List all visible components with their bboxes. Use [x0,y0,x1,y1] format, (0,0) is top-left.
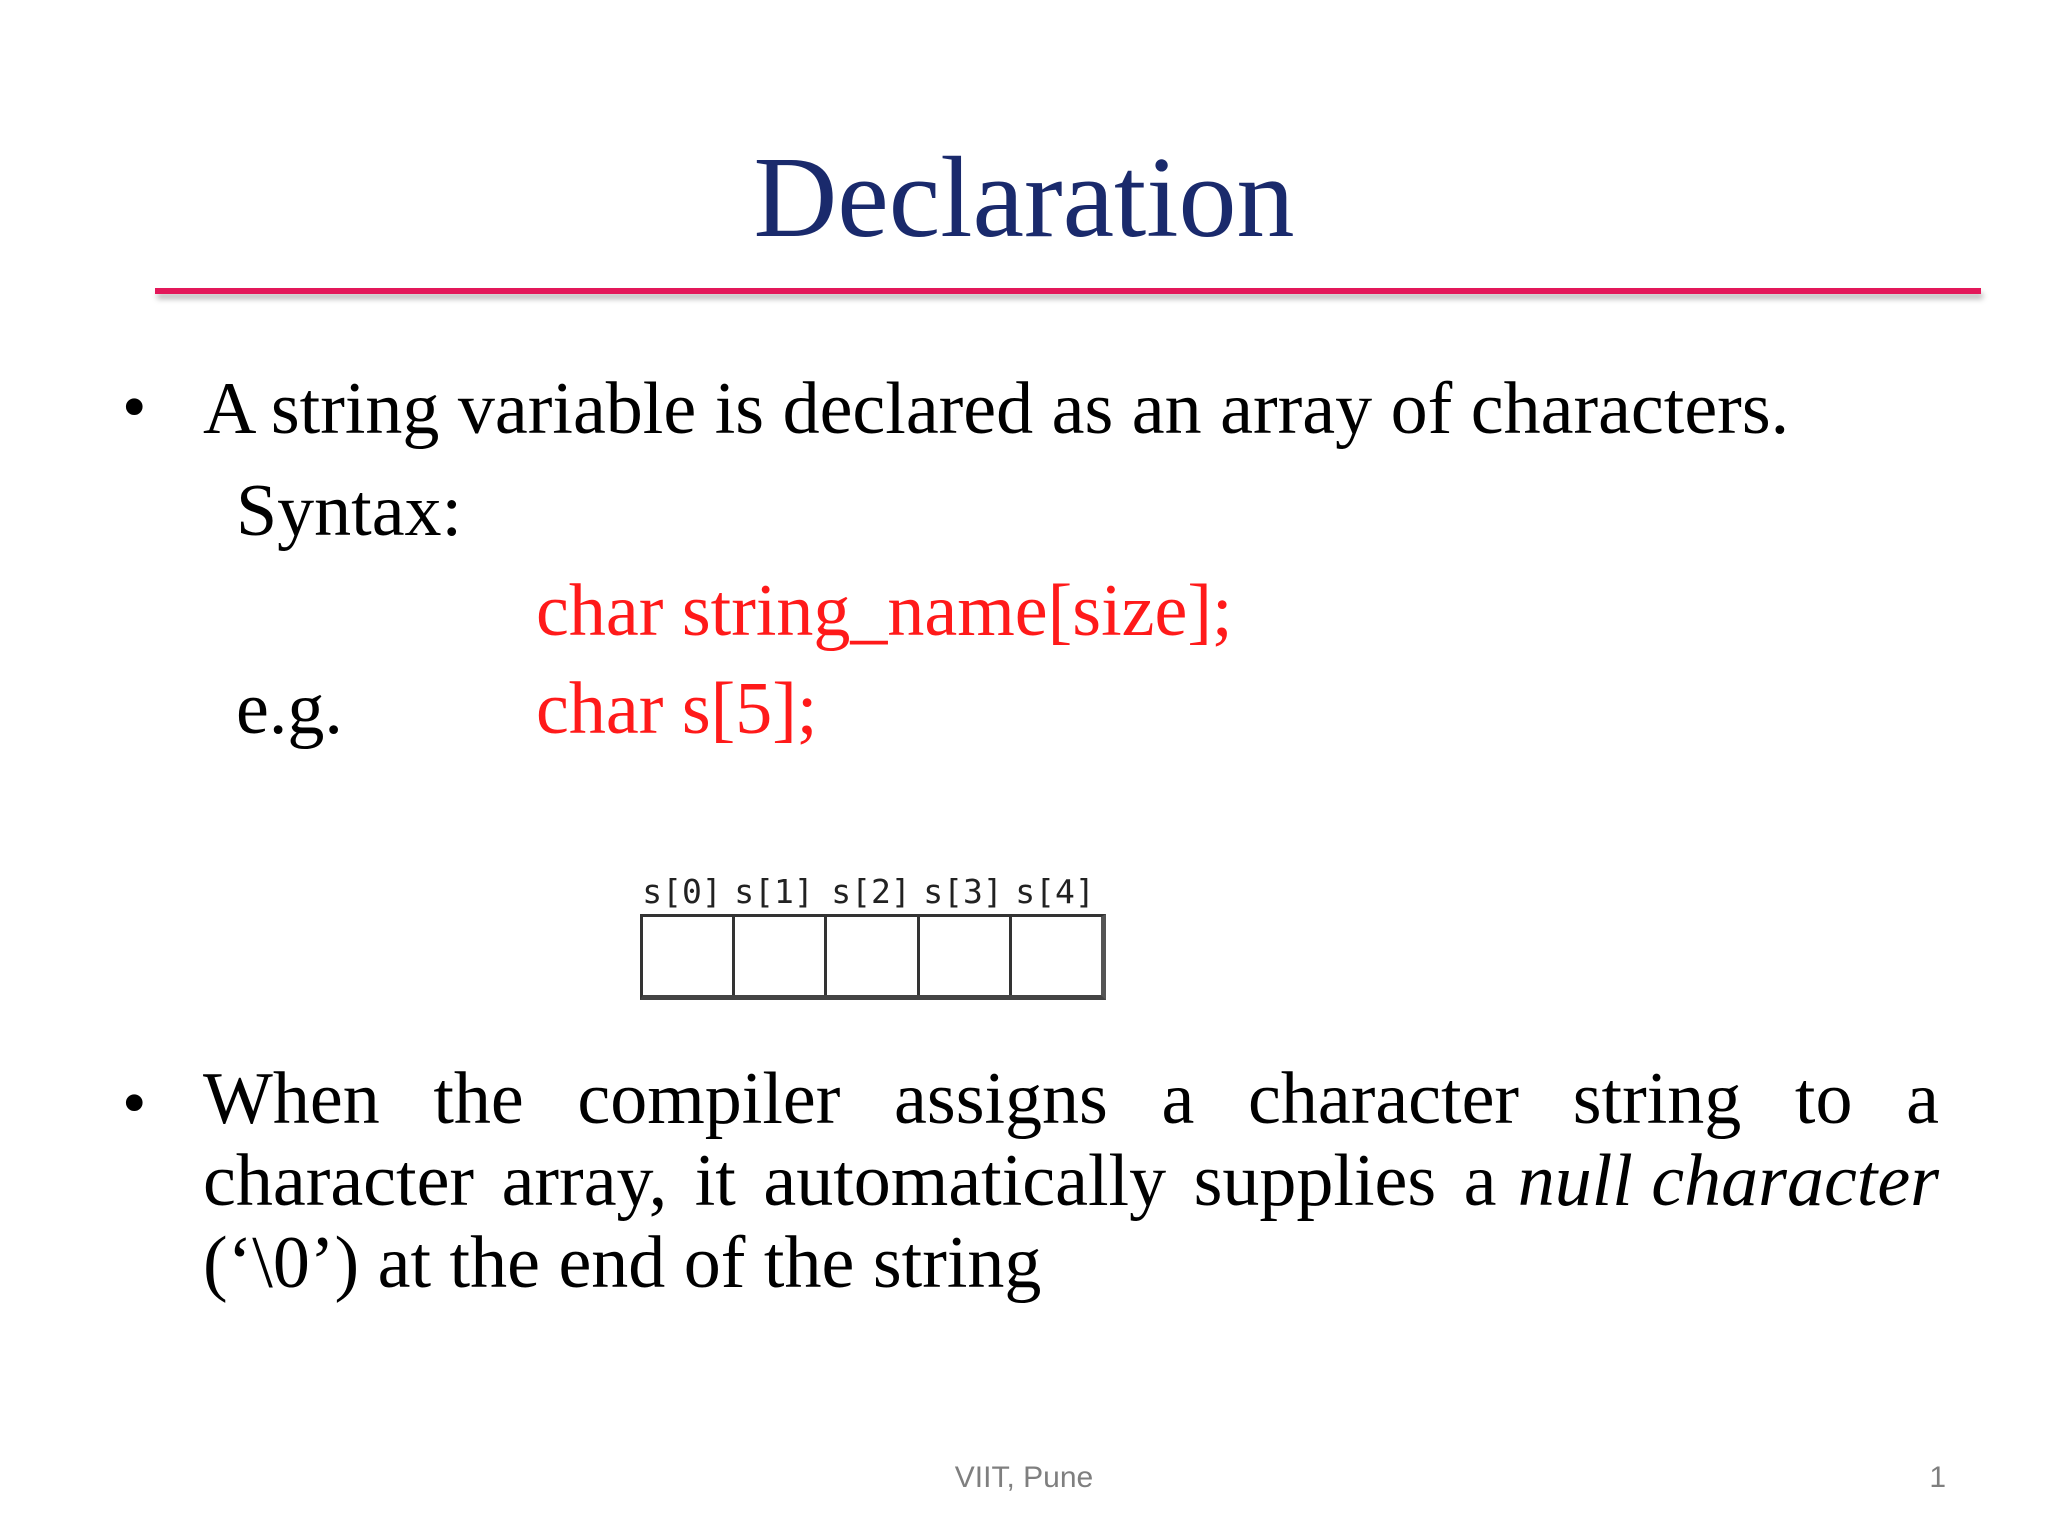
array-cell [920,917,1012,995]
word: assigns [894,1058,1108,1140]
word: character [1248,1058,1520,1140]
bullet2-paragraph [203,1058,1939,1304]
bullet1-text: A string variable is declared as an array of characters. [203,368,1790,450]
array-label-0: s[0] [642,872,722,911]
word: a [1161,1058,1195,1140]
word: compiler [577,1058,841,1140]
array-label-4: s[4] [1015,872,1095,911]
example-label: e.g. [236,668,343,750]
syntax-label: Syntax: [236,470,463,552]
word: a [1906,1058,1939,1140]
word: to [1794,1058,1853,1140]
title-divider [155,288,1981,294]
slide-title: Declaration [753,134,1295,262]
bullet2-line2-text: character array, it automatically supplies a [203,1140,1497,1222]
slide-number: 1 [1929,1461,1946,1494]
word: the [433,1058,524,1140]
bullet2-line2 [203,1140,1939,1222]
array-labels [636,872,1112,914]
array-label-1: s[1] [734,872,814,911]
example-code: char s[5]; [536,668,818,750]
array-label-2: s[2] [831,872,911,911]
syntax-code: char string_name[size]; [536,570,1233,652]
bullet2-line1 [203,1058,1939,1140]
bullet2-line3 [203,1222,1939,1304]
bullet-marker: • [122,369,147,446]
array-cell [643,917,735,995]
array-cell [1012,917,1101,995]
null-character-term: null character [1517,1140,1939,1222]
word: string [1572,1058,1742,1140]
array-label-3: s[3] [923,872,1003,911]
bullet-marker: • [122,1065,147,1142]
bullet2-line3-text: (‘\0’) at the end of the string [203,1222,1042,1304]
footer-institution: VIIT, Pune [954,1461,1094,1494]
array-diagram [636,862,1112,1008]
word: When [203,1058,380,1140]
array-cells [640,914,1106,1000]
array-cell [735,917,827,995]
array-cell [827,917,919,995]
